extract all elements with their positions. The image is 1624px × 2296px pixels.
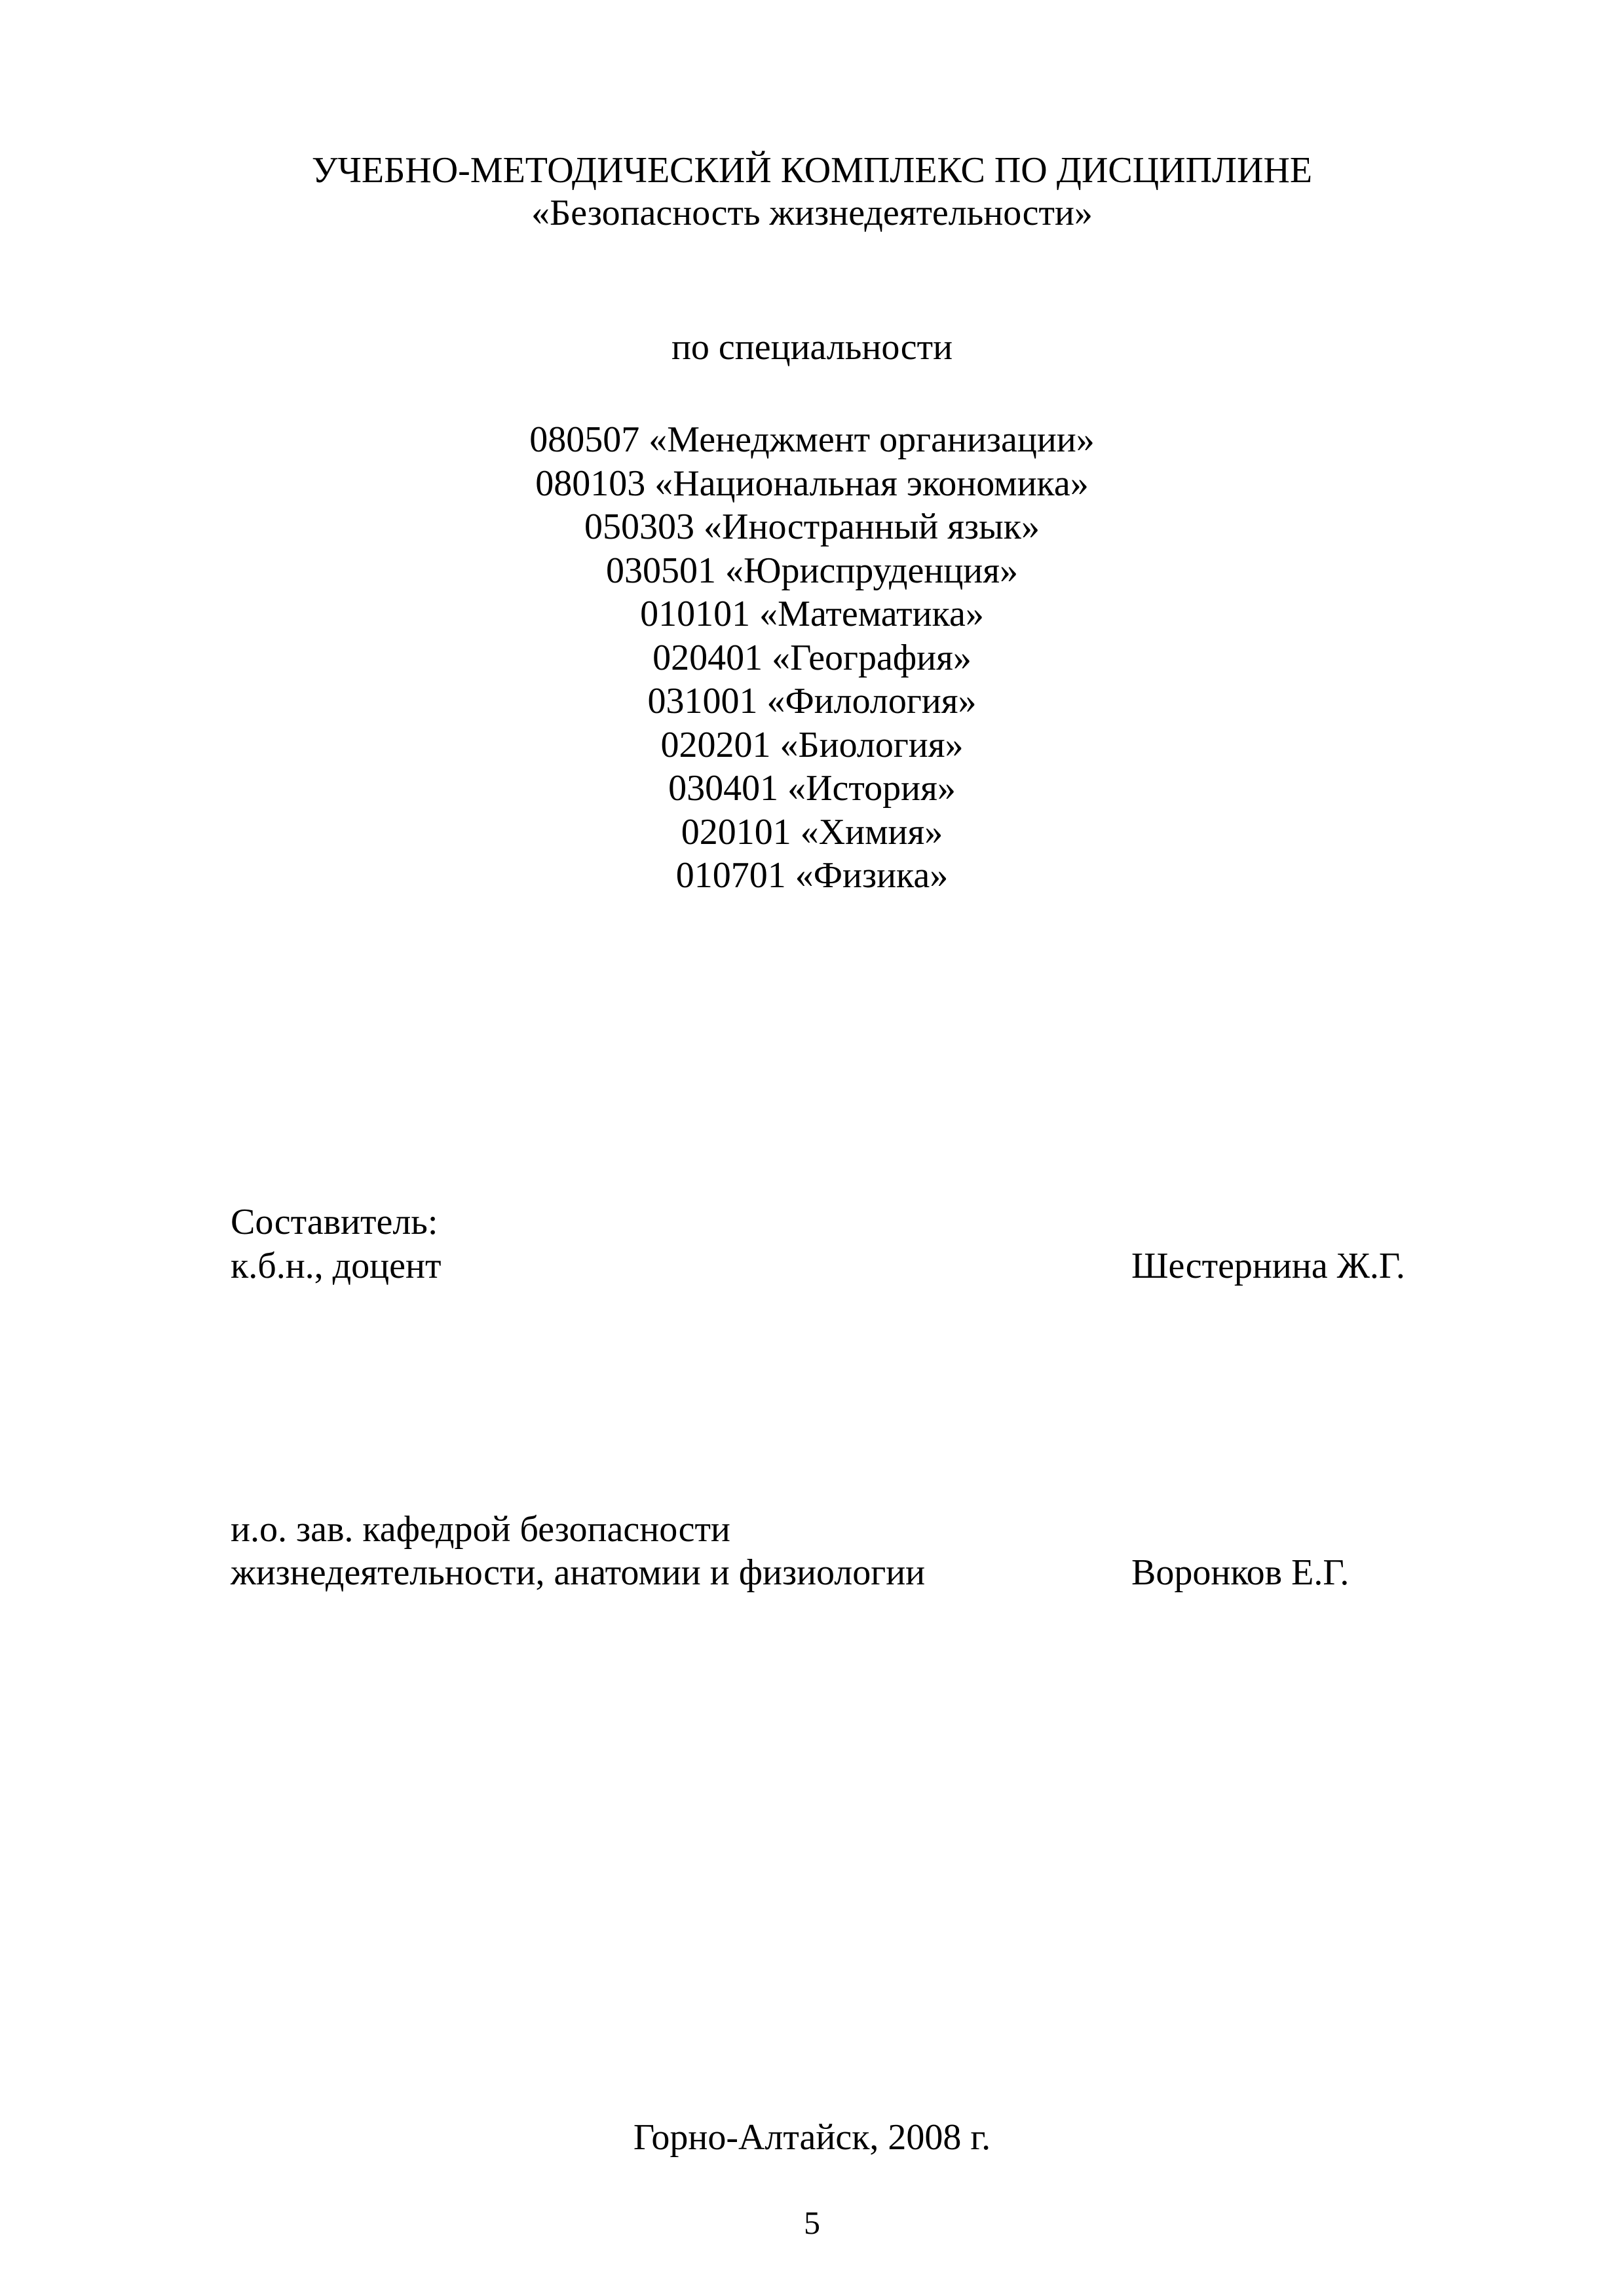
- department-head-position-line2: жизнедеятельности, анатомии и физиологии: [231, 1552, 926, 1593]
- department-head-name: Воронков Е.Г.: [1131, 1552, 1350, 1593]
- compiler-title: к.б.н., доцент: [231, 1246, 442, 1286]
- specialty-item: 020101 «Химия»: [681, 811, 943, 852]
- place-and-year: Горно-Алтайск, 2008 г.: [633, 2117, 991, 2158]
- specialties-heading: по специальности: [671, 327, 953, 368]
- specialty-item: 020201 «Биология»: [660, 724, 964, 765]
- specialty-item: 030401 «История»: [668, 768, 956, 809]
- compiler-name: Шестернина Ж.Г.: [1131, 1246, 1405, 1286]
- specialty-item: 020401 «География»: [652, 637, 972, 678]
- specialty-item: 080103 «Национальная экономика»: [535, 463, 1089, 504]
- specialty-item: 080507 «Менеджмент организации»: [529, 419, 1095, 460]
- specialty-item: 031001 «Филология»: [647, 681, 977, 721]
- specialty-item: 010701 «Физика»: [675, 855, 949, 896]
- compiler-label: Составитель:: [231, 1202, 438, 1242]
- department-head-position-line1: и.о. зав. кафедрой безопасности: [231, 1509, 730, 1550]
- specialties-list: [0, 418, 1624, 898]
- discipline-name: «Безопасность жизнедеятельности»: [531, 193, 1093, 233]
- specialty-item: 010101 «Математика»: [640, 594, 984, 634]
- specialty-item: 030501 «Юриспруденция»: [605, 550, 1019, 591]
- document-title: УЧЕБНО-МЕТОДИЧЕСКИЙ КОМПЛЕКС ПО ДИСЦИПЛИНЕ: [311, 150, 1313, 191]
- page-number: 5: [804, 2204, 820, 2241]
- specialty-item: 050303 «Иностранный язык»: [584, 507, 1040, 547]
